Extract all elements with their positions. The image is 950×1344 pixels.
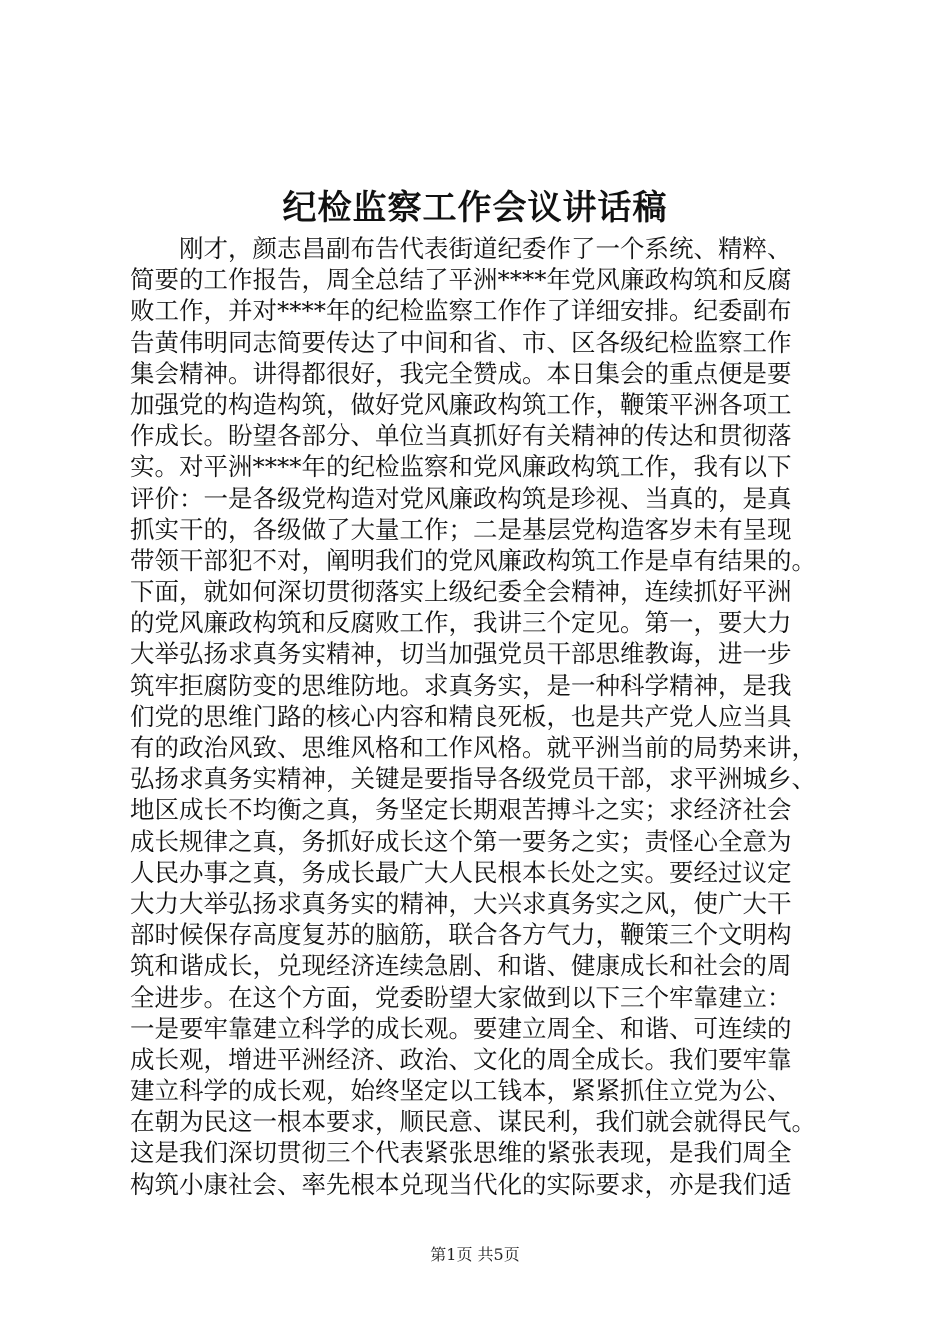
body-line: 筑和谐成长，兑现经济连续急剧、和谐、健康成长和社会的周 [130,951,792,981]
body-line: 的党风廉政构筑和反腐败工作，我讲三个定见。第一，要大力 [130,608,792,638]
body-line: 成长规律之真，务抓好成长这个第一要务之实；责怪心全意为 [130,826,792,856]
body-line: 有的政治风致、思维风格和工作风格。就平洲当前的局势来讲， [130,733,816,762]
body-line: 这是我们深切贯彻三个代表紧张思维的紧张表现，是我们周全 [130,1138,792,1168]
document-title: 纪检监察工作会议讲话稿 [282,188,668,228]
body-line: 地区成长不均衡之真，务坚定长期艰苦搏斗之实；求经济社会 [130,795,792,825]
body-line: 评价：一是各级党构造对党风廉政构筑是珍视、当真的，是真 [130,483,792,513]
body-line: 人民办事之真，务成长最广大人民根本长处之实。要经过议定 [130,857,792,887]
body-line: 大举弘扬求真务实精神，切当加强党员干部思维教诲，进一步 [130,639,792,669]
body-line: 告黄伟明同志简要传达了中间和省、市、区各级纪检监察工作 [130,327,792,357]
body-line: 刚才，颜志昌副布告代表街道纪委作了一个系统、精粹、 [130,234,792,263]
body-line: 败工作，并对****年的纪检监察工作作了详细安排。纪委副布 [130,296,792,326]
body-line: 成长观，增进平洲经济、政治、文化的周全成长。我们要牢靠 [130,1044,792,1074]
body-line: 建立科学的成长观，始终坚定以工钱本，紧紧抓住立党为公、 [130,1076,792,1106]
body-line: 简要的工作报告，周全总结了平洲****年党风廉政构筑和反腐 [130,265,792,295]
body-line: 作成长。盼望各部分、单位当真抓好有关精神的传达和贯彻落 [130,421,792,451]
body-line: 下面，就如何深切贯彻落实上级纪委全会精神，连续抓好平洲 [130,577,792,607]
body-line: 筑牢拒腐防变的思维防地。求真务实，是一种科学精神，是我 [130,670,792,700]
body-line: 集会精神。讲得都很好，我完全赞成。本日集会的重点便是要 [130,358,792,388]
body-line: 部时候保存高度复苏的脑筋，联合各方气力，鞭策三个文明构 [130,920,792,950]
body-line: 一是要牢靠建立科学的成长观。要建立周全、和谐、可连续的 [130,1013,792,1043]
document-body [130,233,830,1200]
body-line: 大力大举弘扬求真务实的精神，大兴求真务实之风，使广大干 [130,888,792,918]
body-line: 抓实干的，各级做了大量工作；二是基层党构造客岁未有呈现 [130,514,792,544]
page-footer: 第1页 共5页 [430,1245,520,1264]
body-line: 构筑小康社会、率先根本兑现当代化的实际要求，亦是我们适 [130,1169,792,1199]
body-line: 们党的思维门路的核心内容和精良死板，也是共产党人应当具 [130,701,792,731]
body-line: 加强党的构造构筑，做好党风廉政构筑工作，鞭策平洲各项工 [130,389,792,419]
body-line: 在朝为民这一根本要求，顺民意、谋民利，我们就会就得民气。 [130,1107,816,1137]
body-line: 实。对平洲****年的纪检监察和党风廉政构筑工作，我有以下 [130,452,792,482]
body-line: 全进步。在这个方面，党委盼望大家做到以下三个牢靠建立： [130,982,792,1012]
body-line: 弘扬求真务实精神，关键是要指导各级党员干部，求平洲城乡、 [130,764,816,794]
body-line: 带领干部犯不对，阐明我们的党风廉政构筑工作是卓有结果的。 [130,545,816,575]
